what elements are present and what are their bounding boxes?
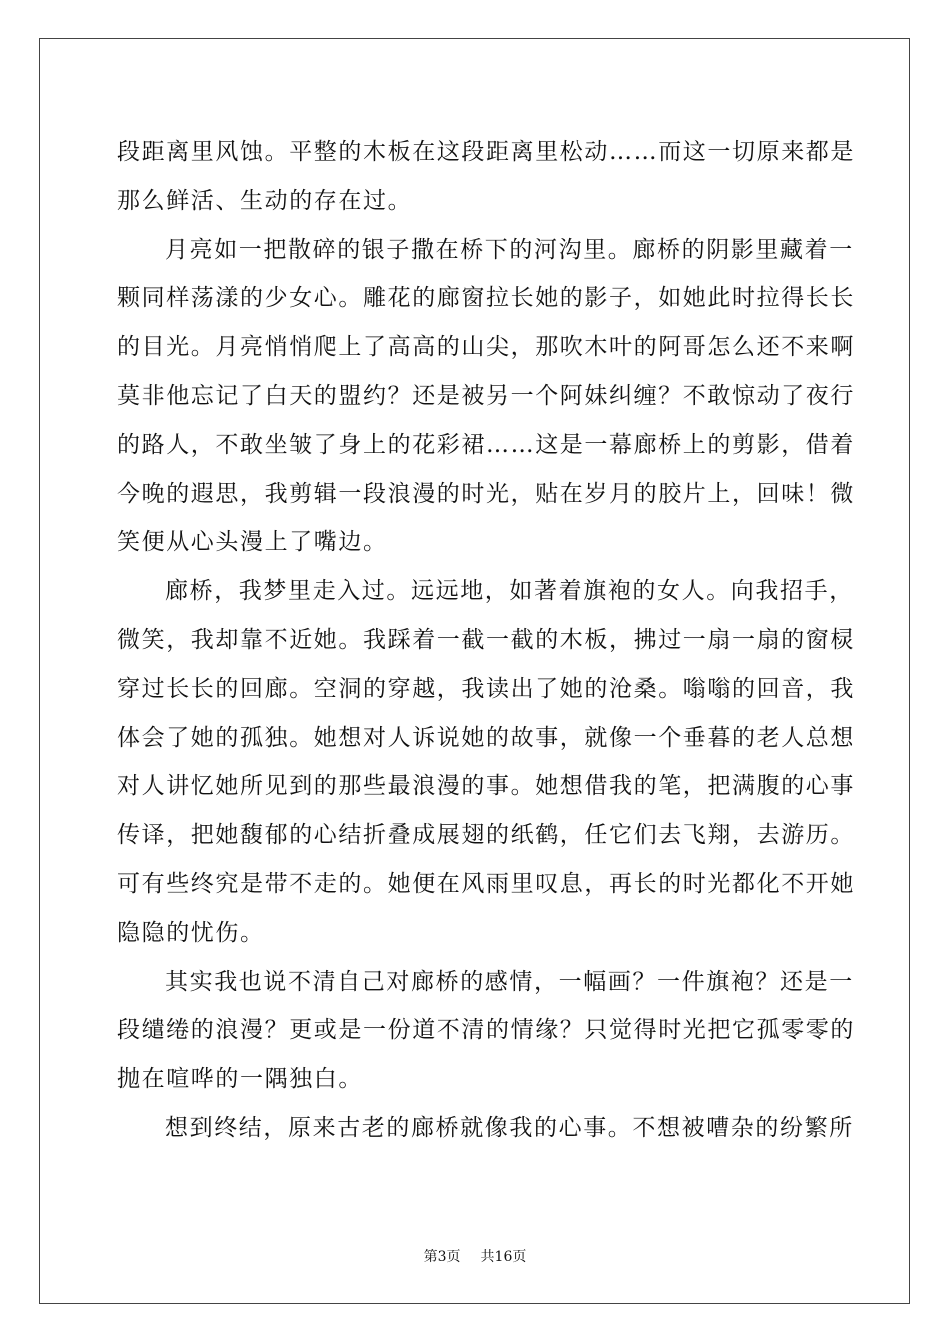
total-pages: 共16页 <box>480 1249 527 1265</box>
text-line: 的路人，不敢坐皱了身上的花彩裙……这是一幕廊桥上的剪影，借着 <box>117 431 855 458</box>
text-line: 对人讲忆她所见到的那些最浪漫的事。她想借我的笔，把满腹的心事 <box>117 773 855 800</box>
paragraph-start-line: 月亮如一把散碎的银子撒在桥下的河沟里。廊桥的阴影里藏着一 <box>165 236 854 263</box>
text-line: 抛在喧哗的一隅独白。 <box>117 1066 363 1093</box>
text-line: 的目光。月亮悄悄爬上了高高的山尖，那吹木叶的阿哥怎么还不来啊 <box>117 334 855 361</box>
text-line: 体会了她的孤独。她想对人诉说她的故事，就像一个垂暮的老人总想 <box>117 724 855 751</box>
text-line: 颗同样荡漾的少女心。雕花的廊窗拉长她的影子，如她此时拉得长长 <box>117 285 855 312</box>
page-footer <box>0 1247 950 1267</box>
paragraph-start-line: 廊桥，我梦里走入过。远远地，如著着旗袍的女人。向我招手， <box>165 578 854 605</box>
text-line: 段缱绻的浪漫？更或是一份道不清的情缘？只觉得时光把它孤零零的 <box>117 1017 855 1044</box>
paragraph-start-line: 想到终结，原来古老的廊桥就像我的心事。不想被嘈杂的纷繁所 <box>165 1114 854 1141</box>
text-line: 微笑，我却靠不近她。我踩着一截一截的木板，拂过一扇一扇的窗棂 <box>117 626 855 653</box>
text-line: 莫非他忘记了白天的盟约？还是被另一个阿妹纠缠？不敢惊动了夜行 <box>117 382 855 409</box>
page-number: 第3页 <box>423 1249 461 1265</box>
text-line: 段距离里风蚀。平整的木板在这段距离里松动……而这一切原来都是 <box>117 139 855 165</box>
text-line: 传译，把她馥郁的心结折叠成展翅的纸鹤，任它们去飞翔，去游历。 <box>117 822 855 849</box>
text-line: 笑便从心头漫上了嘴边。 <box>117 529 388 556</box>
paragraph-start-line: 其实我也说不清自己对廊桥的感情，一幅画？一件旗袍？还是一 <box>165 968 854 995</box>
body-text <box>117 128 855 1153</box>
text-line: 隐隐的忧伤。 <box>117 919 265 946</box>
text-line: 可有些终究是带不走的。她便在风雨里叹息，再长的时光都化不开她 <box>117 870 855 897</box>
text-line: 那么鲜活、生动的存在过。 <box>117 187 413 214</box>
text-line: 穿过长长的回廊。空洞的穿越，我读出了她的沧桑。嗡嗡的回音，我 <box>117 675 855 702</box>
text-line: 今晚的遐思，我剪辑一段浪漫的时光，贴在岁月的胶片上，回味！微 <box>117 480 855 507</box>
